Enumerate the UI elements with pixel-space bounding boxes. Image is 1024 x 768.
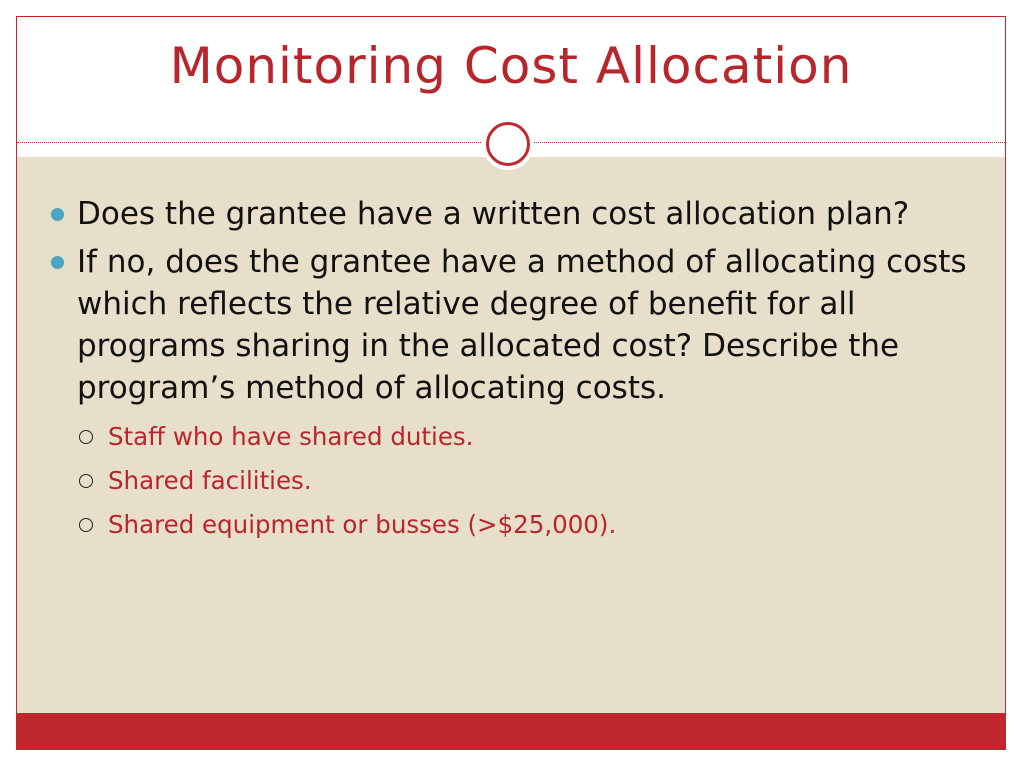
bullet-text: If no, does the grantee have a method of allocating costs which reflects the relative degree of benefit for all programs sharing in the allocated cost? Describe the program’s method of allocating costs. <box>77 244 967 406</box>
sub-bullet-text: Shared facilities. <box>108 466 312 495</box>
circle-ring-icon <box>482 118 534 170</box>
bullet-item <box>51 241 981 547</box>
slide-title: Monitoring Cost Allocation <box>169 37 853 95</box>
footer-bar <box>17 713 1005 749</box>
open-circle-icon <box>79 430 93 444</box>
open-circle-icon <box>79 474 93 488</box>
sub-bullet-item <box>77 503 981 547</box>
open-circle-icon <box>79 518 93 532</box>
ornament-ring <box>486 122 530 166</box>
bullet-list <box>51 193 981 553</box>
bullet-dot-icon <box>51 208 64 221</box>
bullet-item <box>51 193 981 235</box>
sub-bullet-list <box>77 415 981 547</box>
bullet-text: Does the grantee have a written cost allocation plan? <box>77 196 910 232</box>
sub-bullet-item <box>77 459 981 503</box>
sub-bullet-text: Staff who have shared duties. <box>108 422 474 451</box>
bullet-dot-icon <box>51 256 64 269</box>
sub-bullet-item <box>77 415 981 459</box>
slide <box>16 16 1006 750</box>
sub-bullet-text: Shared equipment or busses (>$25,000). <box>108 510 617 539</box>
